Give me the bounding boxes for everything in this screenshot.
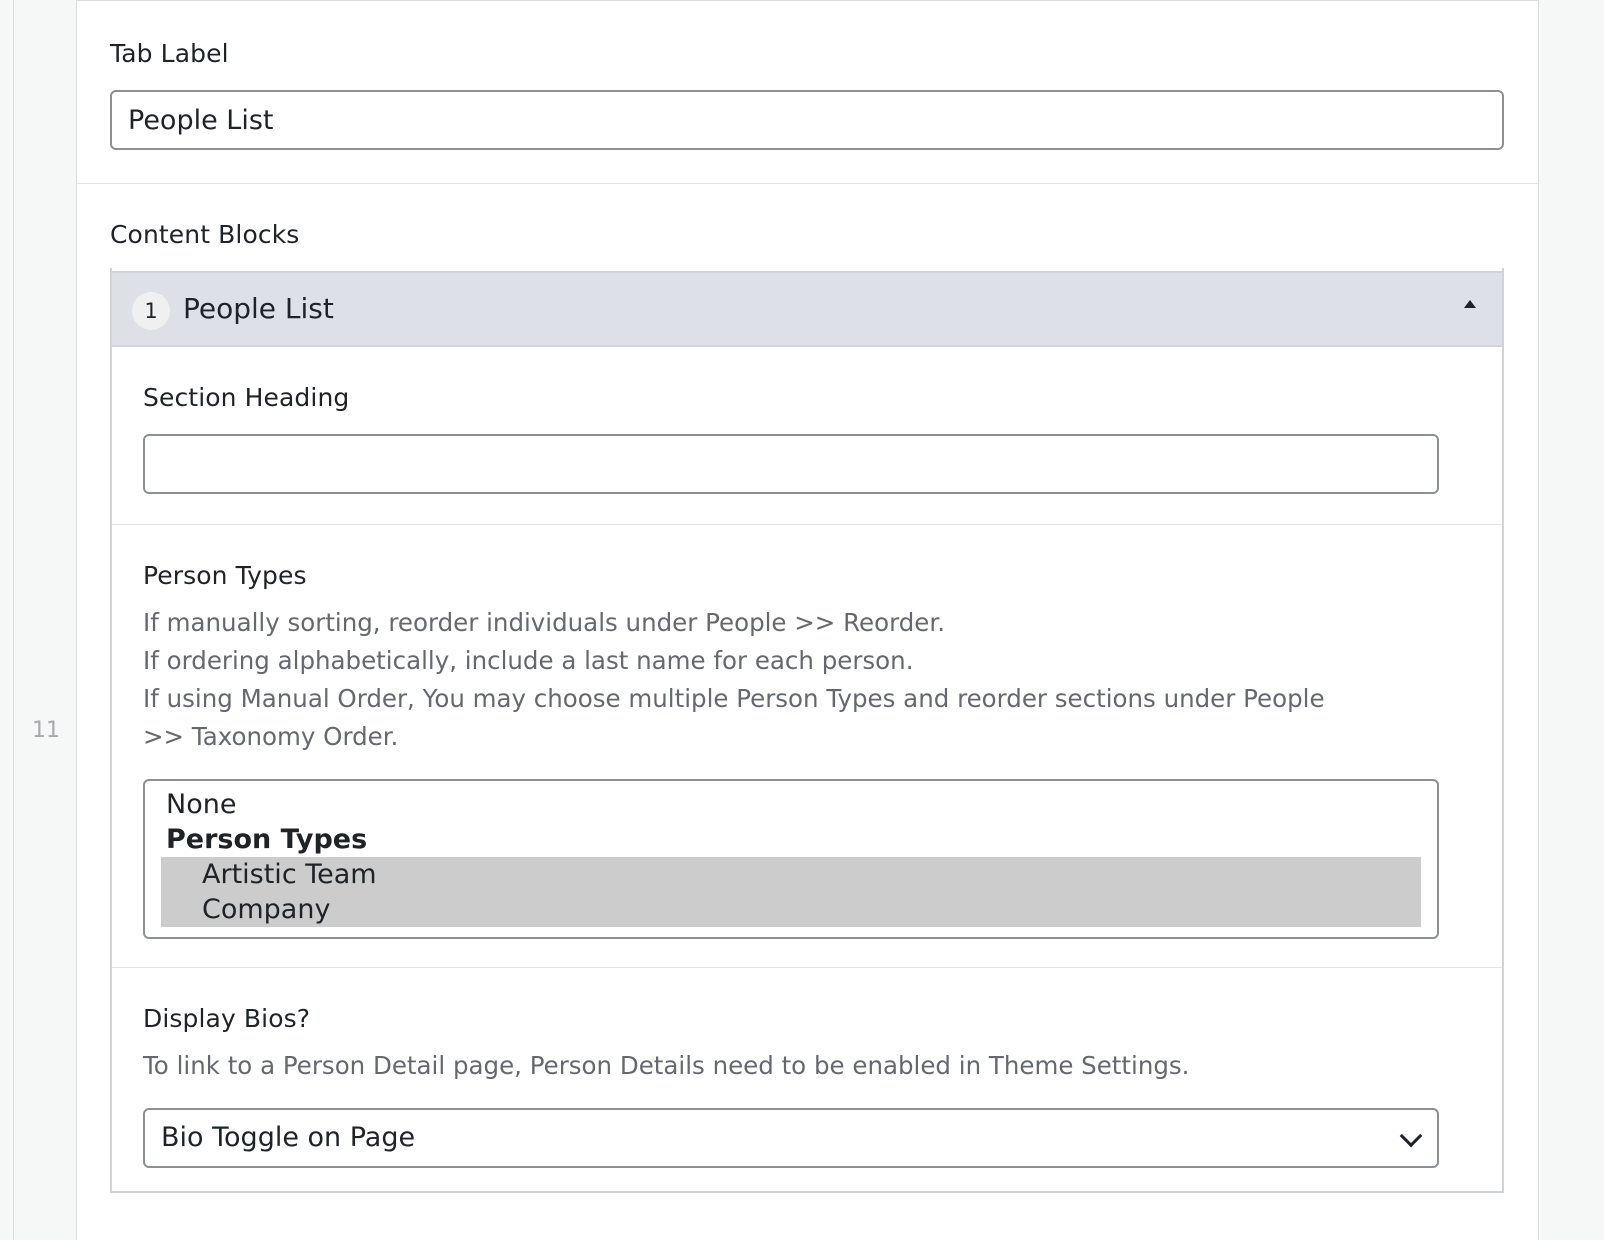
row-panel bbox=[77, 0, 1538, 1240]
description-line: If ordering alphabetically, include a last name for each person. bbox=[143, 646, 914, 675]
display-bios-label: Display Bios? bbox=[143, 1004, 311, 1033]
row-number: 11 bbox=[32, 718, 60, 743]
optgroup-person-types: Person Types bbox=[166, 824, 368, 855]
row-actions-column bbox=[1538, 0, 1604, 1240]
tab-label-field bbox=[77, 1, 1538, 184]
section-heading-input[interactable] bbox=[143, 434, 1439, 494]
description-line: If using Manual Order, You may choose multiple Person Types and reorder sections under People >> Taxonomy Order. bbox=[143, 684, 1325, 751]
option-company[interactable]: Company bbox=[161, 892, 1421, 927]
block-order-number[interactable]: 1 bbox=[132, 292, 170, 330]
tab-label-input[interactable] bbox=[110, 90, 1504, 150]
description-line: If manually sorting, reorder individuals under People >> Reorder. bbox=[143, 608, 945, 637]
content-block-header[interactable] bbox=[112, 273, 1502, 347]
person-types-description bbox=[143, 604, 1471, 756]
person-types-multiselect[interactable] bbox=[143, 779, 1439, 939]
content-block bbox=[110, 271, 1504, 1168]
display-bios-field bbox=[112, 968, 1502, 1168]
block-title: People List bbox=[183, 292, 334, 325]
option-none[interactable]: None bbox=[166, 789, 237, 820]
content-blocks-label: Content Blocks bbox=[110, 220, 300, 249]
option-artistic-team[interactable]: Artistic Team bbox=[161, 857, 1421, 892]
content-blocks-field bbox=[77, 184, 1538, 1168]
chevron-down-icon bbox=[1400, 1125, 1423, 1148]
row-gutter[interactable] bbox=[13, 0, 77, 1240]
person-types-label: Person Types bbox=[143, 561, 307, 590]
section-heading-label: Section Heading bbox=[143, 383, 350, 412]
person-types-field bbox=[112, 525, 1502, 968]
display-bios-selected-value: Bio Toggle on Page bbox=[161, 1122, 416, 1153]
display-bios-description: To link to a Person Detail page, Person Details need to be enabled in Theme Settings. bbox=[143, 1051, 1190, 1080]
tab-label-label: Tab Label bbox=[110, 39, 229, 68]
display-bios-select[interactable] bbox=[143, 1108, 1439, 1168]
section-heading-field bbox=[112, 347, 1502, 525]
content-block-bottom-border bbox=[110, 1191, 1504, 1241]
triangle-up-icon[interactable] bbox=[1464, 300, 1476, 308]
